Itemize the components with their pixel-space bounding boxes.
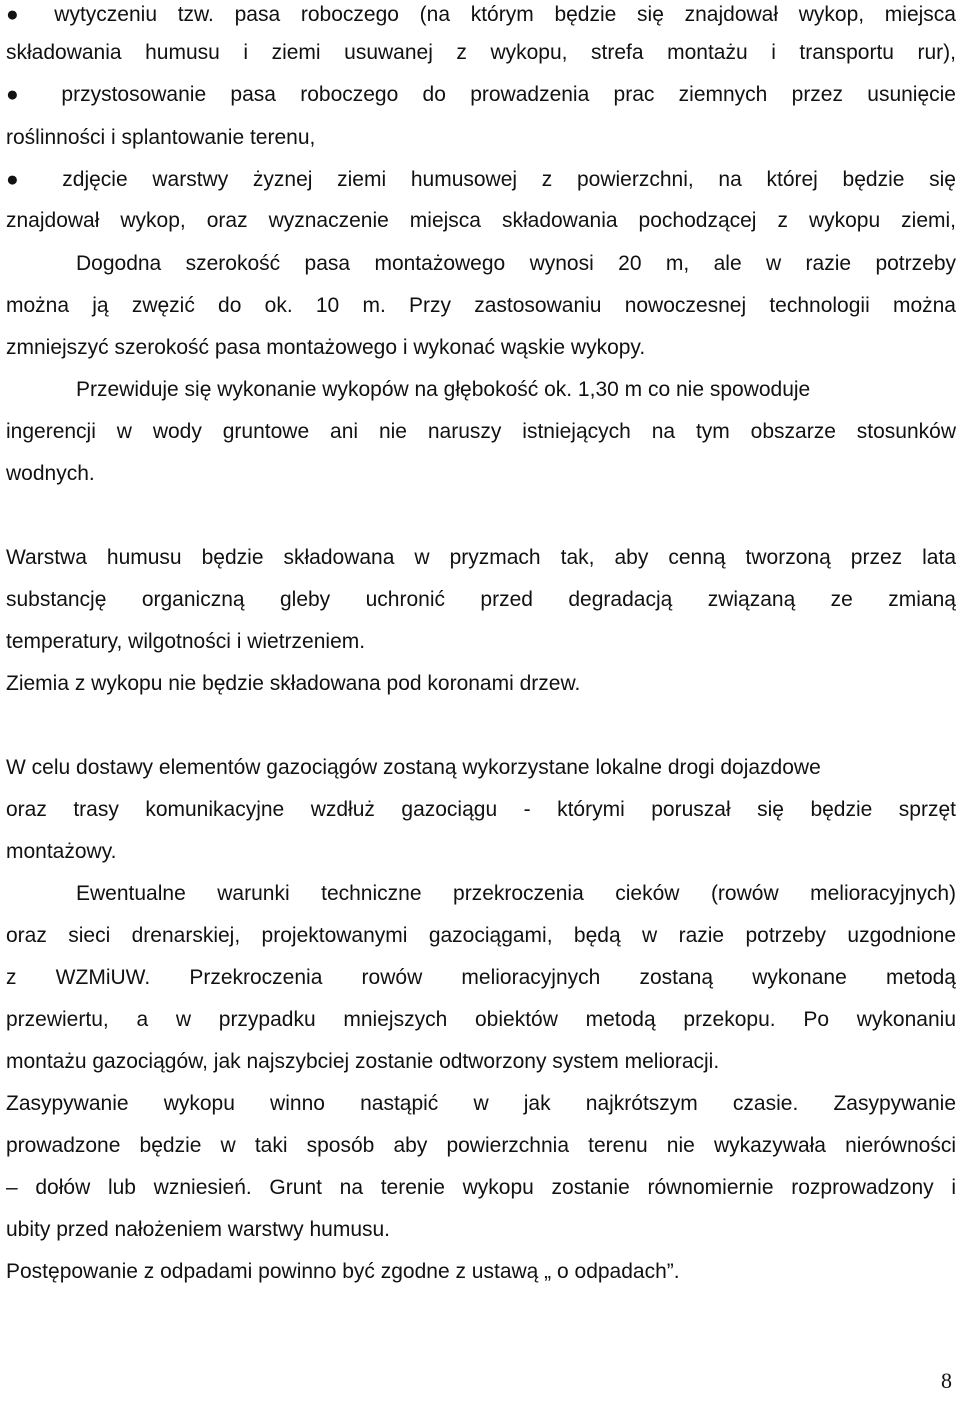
page-number: 8 [941,1368,952,1393]
paragraph-first-line: Warstwa humusu będzie składowana w pryzmach tak, aby cenną tworzoną przez lata [6,546,956,569]
text-line: zmniejszyć szerokość pasa montażowego i wykonać wąskie wykopy. [6,336,646,359]
text-line: oraz sieci drenarskiej, projektowanymi gazociągami, będą w razie potrzeby uzgodnione [6,924,956,947]
bullet-line: ● przystosowanie pasa roboczego do prowadzenia prac ziemnych przez usunięcie [6,83,956,106]
text-line: Zasypywanie wykopu winno nastąpić w jak najkrótszym czasie. Zasypywanie [6,1092,956,1115]
text-line: prowadzone będzie w taki sposób aby powierzchnia terenu nie wykazywała nierówności [6,1134,956,1157]
paragraph-first-line: Przewiduje się wykonanie wykopów na głębokość ok. 1,30 m co nie spowoduje [76,378,811,401]
text-line: montażu gazociągów, jak najszybciej zostanie odtworzony system melioracji. [6,1050,720,1073]
text-line: znajdował wykop, oraz wyznaczenie miejsca składowania pochodzącej z wykopu ziemi, [6,209,956,232]
text-line: ingerencji w wody gruntowe ani nie naruszy istniejących na tym obszarze stosunków [6,420,956,443]
text-line: składowania humusu i ziemi usuwanej z wykopu, strefa montażu i transportu rur), [6,41,956,64]
bullet-line: ● wytyczeniu tzw. pasa roboczego (na którym będzie się znajdował wykop, miejsca [6,3,956,26]
text-line: Postępowanie z odpadami powinno być zgodne z ustawą „ o odpadach”. [6,1260,680,1283]
text-line: przewiertu, a w przypadku mniejszych obiektów metodą przekopu. Po wykonaniu [6,1008,956,1031]
text-line: wodnych. [6,462,95,485]
text-line: temperatury, wilgotności i wietrzeniem. [6,630,366,653]
text-line: montażowy. [6,840,117,863]
text-line: oraz trasy komunikacyjne wzdłuż gazociągu - którymi poruszał się będzie sprzęt [6,798,956,821]
text-line: z WZMiUW. Przekroczenia rowów melioracyjnych zostaną wykonane metodą [6,966,956,989]
text-line: ubity przed nałożeniem warstwy humusu. [6,1218,391,1241]
text-line: Ziemia z wykopu nie będzie składowana pod koronami drzew. [6,672,581,695]
paragraph-first-line: W celu dostawy elementów gazociągów zostaną wykorzystane lokalne drogi dojazdowe [6,756,821,779]
text-line: – dołów lub wzniesień. Grunt na terenie wykopu zostanie równomiernie rozprowadzony i [6,1176,956,1199]
text-line: roślinności i splantowanie terenu, [6,126,316,149]
text-line: można ją zwęzić do ok. 10 m. Przy zastosowaniu nowoczesnej technologii można [6,294,956,317]
paragraph-first-line: Dogodna szerokość pasa montażowego wynosi 20 m, ale w razie potrzeby [76,252,956,275]
text-line: substancję organiczną gleby uchronić przed degradacją związaną ze zmianą [6,588,956,611]
paragraph-first-line: Ewentualne warunki techniczne przekroczenia cieków (rowów melioracyjnych) [76,882,956,905]
bullet-line: ● zdjęcie warstwy żyznej ziemi humusowej z powierzchni, na której będzie się [6,168,956,191]
